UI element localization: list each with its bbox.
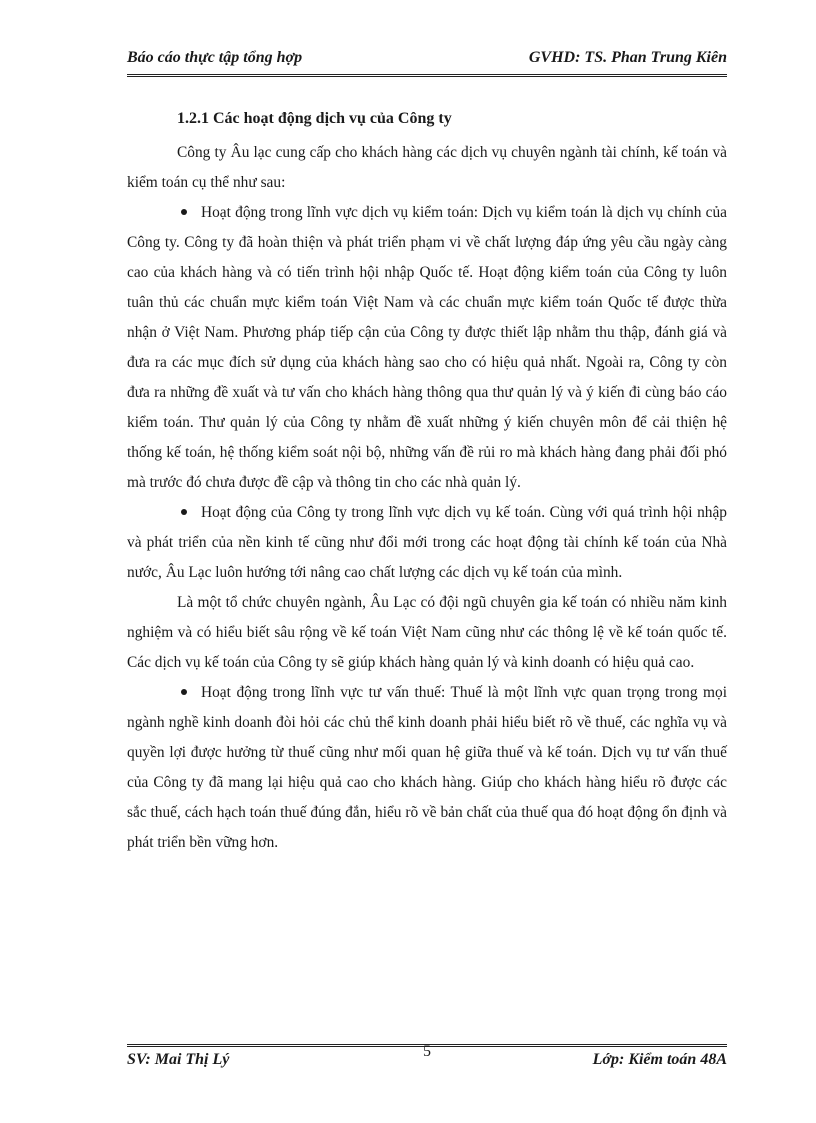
bullet-tax-consulting [127,678,727,858]
page-header [127,46,727,77]
header-supervisor: GVHD: TS. Phan Trung Kiên [528,49,727,66]
accounting-team-paragraph: Là một tổ chức chuyên ngành, Âu Lạc có đội ngũ chuyên gia kế toán có nhiều năm kinh nghiệm và có hiểu biết sâu rộng về kế toán Việt Nam cũng như các thông lệ về kế toán quốc tế. Các dịch vụ kế toán của Công ty sẽ giúp khách hàng quản lý và kinh doanh có hiệu quả cao. [127,594,727,671]
section-heading: 1.2.1 Các hoạt động dịch vụ của Công ty [177,110,452,127]
bullet-accounting-services [127,498,727,588]
bullet-icon [181,209,187,215]
header-report-title: Báo cáo thực tập tổng hợp [127,49,303,66]
intro-paragraph: Công ty Âu lạc cung cấp cho khách hàng các dịch vụ chuyên ngành tài chính, kế toán và kiểm toán cụ thể như sau: [127,144,727,191]
document-body [127,108,727,858]
bullet-icon [181,689,187,695]
bullet-icon [181,509,187,515]
page-footer [127,1044,727,1077]
bullet-audit-services [127,198,727,498]
bullet-tax-text: Hoạt động trong lĩnh vực tư vấn thuế: Thuế là một lĩnh vực quan trọng trong mọi ngành nghề kinh doanh đòi hỏi các chủ thể kinh doanh phải hiểu biết rõ về thuế, các nghĩa vụ và quyền lợi được hưởng từ thuế cũng như mối quan hệ giữa thuế và kế toán. Dịch vụ tư vấn thuế của Công ty đã mang lại hiệu quả cao cho khách hàng. Giúp cho khách hàng hiểu rõ được các sắc thuế, cách hạch toán thuế đúng đắn, hiểu rõ về bản chất của thuế qua đó hoạt động ổn định và phát triển bền vững hơn. [127,684,727,851]
footer-class: Lớp: Kiểm toán 48A [592,1051,727,1068]
bullet-accounting-text: Hoạt động của Công ty trong lĩnh vực dịch vụ kế toán. Cùng với quá trình hội nhập và phát triển của nền kinh tế cũng như đổi mới trong các hoạt động tài chính kế toán của Nhà nước, Âu Lạc luôn hướng tới nâng cao chất lượng các dịch vụ kế toán của mình. [127,504,727,581]
bullet-audit-text: Hoạt động trong lĩnh vực dịch vụ kiểm toán: Dịch vụ kiểm toán là dịch vụ chính của Công ty. Công ty đã hoàn thiện và phát triển phạm vi về chất lượng đáp ứng yêu cầu ngày càng cao của khách hàng và có tiến trình hội nhập Quốc tế. Hoạt động kiểm toán của Công ty luôn tuân thủ các chuẩn mực kiểm toán Việt Nam và các chuẩn mực kiểm toán Quốc tế được thừa nhận ở Việt Nam. Phương pháp tiếp cận của Công ty được thiết lập nhằm thu thập, đánh giá và đưa ra các mục đích sử dụng của khách hàng sao cho có hiệu quả nhất. Ngoài ra, Công ty còn đưa ra những đề xuất và tư vấn cho khách hàng thông qua thư quản lý và ý kiến đi cùng báo cáo kiểm toán. Thư quản lý của Công ty nhằm đề xuất những ý kiến chuyên môn để cải thiện hệ thống kế toán, hệ thống kiểm soát nội bộ, những vấn đề rủi ro mà khách hàng đang phải đối phó mà trước đó chưa được đề cập và thông tin cho các nhà quản lý. [127,204,727,491]
footer-student: SV: Mai Thị Lý [127,1051,230,1068]
page-number: 5 [423,1043,431,1060]
